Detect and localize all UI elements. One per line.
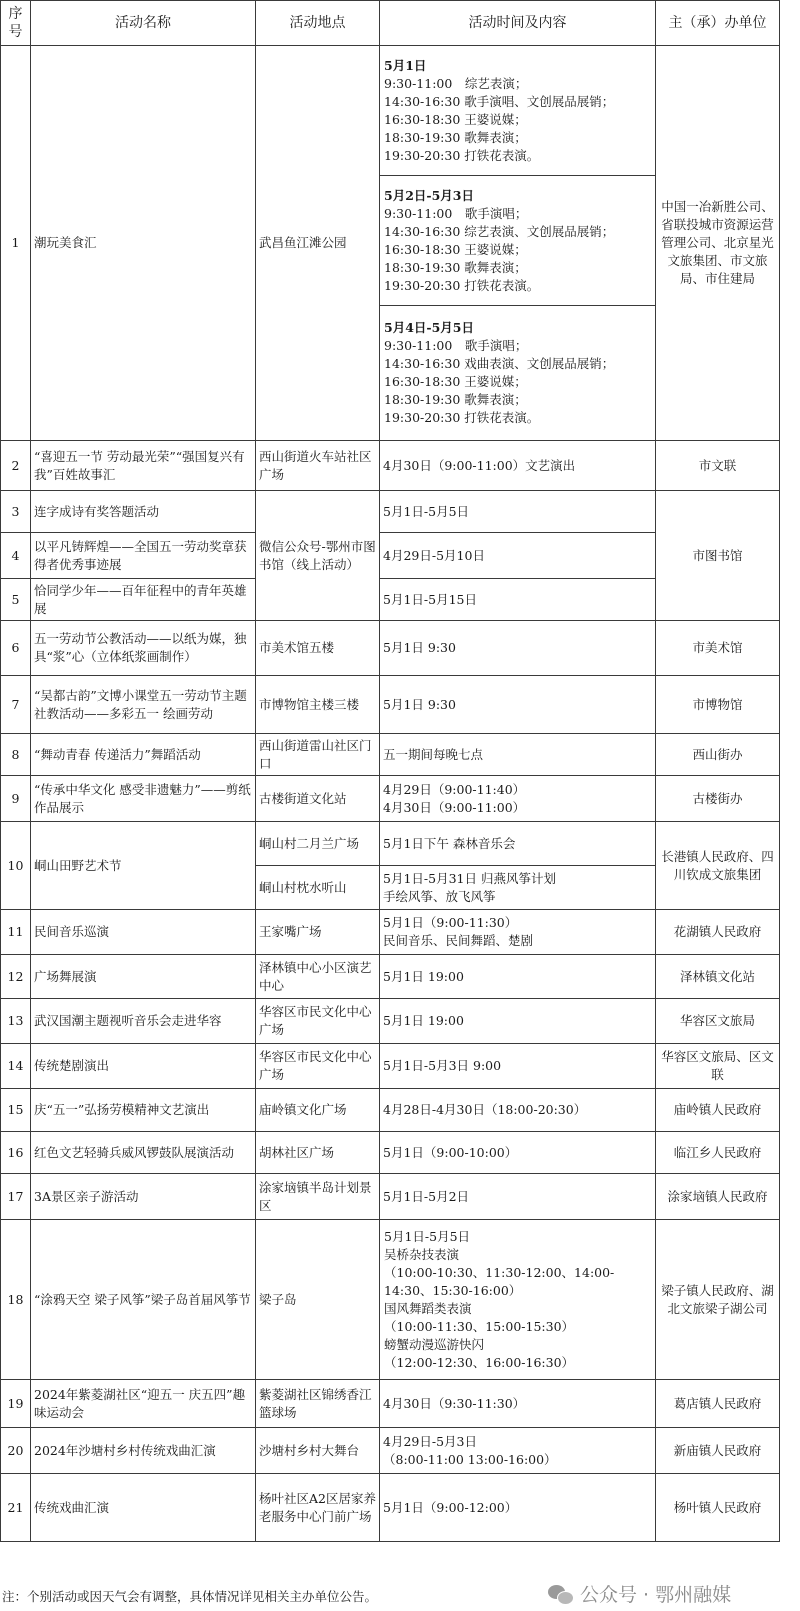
row-seq: 13 <box>1 999 31 1044</box>
time-line: 4月29日（9:00-11:40） <box>383 781 526 797</box>
time-line: 5月1日-5月5日 <box>384 1228 471 1244</box>
row-time: 4月28日-4月30日（18:00-20:30） <box>380 1089 656 1132</box>
table-row <box>1 441 780 491</box>
row-seq: 8 <box>1 734 31 776</box>
time-line: 手绘风筝、放飞风筝 <box>383 888 496 904</box>
row-seq: 9 <box>1 776 31 822</box>
table-row <box>1 1132 780 1174</box>
table-row <box>1 910 780 955</box>
schedule-line: 19:30-20:30 打铁花表演。 <box>384 410 540 425</box>
row-organizer: 市文联 <box>656 441 780 491</box>
row-location: 王家嘴广场 <box>256 910 380 955</box>
row-organizer: 古楼街办 <box>656 776 780 822</box>
row-location: 峒山村二月兰广场 <box>256 822 380 866</box>
row-name: 峒山田野艺术节 <box>31 822 256 910</box>
row-location: 市美术馆五楼 <box>256 621 380 676</box>
row-time: 5月1日 19:00 <box>380 955 656 999</box>
table-row <box>1 621 780 676</box>
row-name: 红色文艺轻骑兵威风锣鼓队展演活动 <box>31 1132 256 1174</box>
row-organizer: 华容区文旅局、区文联 <box>656 1044 780 1089</box>
row-seq: 11 <box>1 910 31 955</box>
footnote: 注：个别活动或因天气会有调整，具体情况详见相关主办单位公告。 <box>2 1589 378 1604</box>
row-seq: 15 <box>1 1089 31 1132</box>
row-time <box>380 910 656 955</box>
schedule-line: 16:30-18:30 王婆说媒； <box>384 241 527 257</box>
row-name: 武汉国潮主题视听音乐会走进华容 <box>31 999 256 1044</box>
row-organizer: 新庙镇人民政府 <box>656 1428 780 1474</box>
schedule-line: 14:30-16:30 歌手演唱、文创展品展销； <box>384 93 615 109</box>
schedule-date: 5月1日 <box>384 57 427 73</box>
time-line: （10:00-11:30、15:00-15:30） <box>384 1318 575 1334</box>
header-name: 活动名称 <box>31 1 256 46</box>
row-seq: 12 <box>1 955 31 999</box>
row-seq: 7 <box>1 676 31 734</box>
row-location: 胡林社区广场 <box>256 1132 380 1174</box>
time-line: 吴桥杂技表演 <box>384 1246 460 1262</box>
row-organizer: 庙岭镇人民政府 <box>656 1089 780 1132</box>
table-row <box>1 676 780 734</box>
schedule-line: 16:30-18:30 王婆说媒； <box>384 111 527 127</box>
row-time <box>380 1428 656 1474</box>
row-time: 5月1日-5月15日 <box>380 579 656 621</box>
row-name: 3A景区亲子游活动 <box>31 1174 256 1220</box>
table-row <box>1 955 780 999</box>
row-organizer: 临江乡人民政府 <box>656 1132 780 1174</box>
row-organizer: 市图书馆 <box>656 491 780 621</box>
row-location: 古楼街道文化站 <box>256 776 380 822</box>
row-name: 恰同学少年——百年征程中的青年英雄展 <box>31 579 256 621</box>
schedule-line: 9:30-11:00 歌手演唱； <box>384 338 528 353</box>
schedule-line: 9:30-11:00 歌手演唱； <box>384 205 528 221</box>
row-organizer: 市博物馆 <box>656 676 780 734</box>
schedule-line: 9:30-11:00 综艺表演； <box>384 75 528 91</box>
row-organizer: 杨叶镇人民政府 <box>656 1474 780 1542</box>
header-seq: 序号 <box>1 1 31 46</box>
time-line: 5月1日（9:00-11:30） <box>383 915 518 930</box>
row-name: “喜迎五一节 劳动最光荣”“强国复兴有我”百姓故事汇 <box>31 441 256 491</box>
table-row <box>1 822 780 866</box>
row-time: 5月1日 9:30 <box>380 621 656 676</box>
row-seq: 6 <box>1 621 31 676</box>
time-line: 4月30日（9:00-11:00） <box>383 799 526 815</box>
row-name: 广场舞展演 <box>31 955 256 999</box>
header-location: 活动地点 <box>256 1 380 46</box>
row-time <box>380 1220 656 1380</box>
row-seq: 18 <box>1 1220 31 1380</box>
row-organizer: 涂家垴镇人民政府 <box>656 1174 780 1220</box>
schedule-line: 14:30-16:30 戏曲表演、文创展品展销； <box>384 356 615 371</box>
row-time: 5月1日（9:00-10:00） <box>380 1132 656 1174</box>
row-name: 潮玩美食汇 <box>31 46 256 441</box>
time-line: 螃蟹动漫巡游快闪 <box>384 1336 485 1352</box>
row-location: 市博物馆主楼三楼 <box>256 676 380 734</box>
row-name: 2024年沙塘村乡村传统戏曲汇演 <box>31 1428 256 1474</box>
time-line: 5月1日-5月31日 归燕风筝计划 <box>383 870 556 886</box>
schedule-line: 19:30-20:30 打铁花表演。 <box>384 277 540 293</box>
row-name: 连字成诗有奖答题活动 <box>31 491 256 533</box>
row-organizer: 市美术馆 <box>656 621 780 676</box>
row-organizer: 西山街办 <box>656 734 780 776</box>
schedule-line: 18:30-19:30 歌舞表演； <box>384 129 527 145</box>
schedule-block <box>380 306 656 441</box>
table-header-row <box>1 1 780 46</box>
row-time: 五一期间每晚七点 <box>380 734 656 776</box>
table-row <box>1 1428 780 1474</box>
table-row <box>1 1380 780 1428</box>
schedule-line: 18:30-19:30 歌舞表演； <box>384 392 527 407</box>
row-location: 西山街道雷山社区门口 <box>256 734 380 776</box>
row-seq: 1 <box>1 46 31 441</box>
time-line: （10:00-10:30、11:30-12:00、14:00- <box>384 1264 615 1280</box>
row-name: 以平凡铸辉煌——全国五一劳动奖章获得者优秀事迹展 <box>31 533 256 579</box>
time-line: 国风舞蹈类表演 <box>384 1300 472 1316</box>
table-row <box>1 1474 780 1542</box>
row-name: “吴都古韵”文博小课堂五一劳动节主题社教活动——多彩五一 绘画劳动 <box>31 676 256 734</box>
row-time: 4月30日（9:00-11:00）文艺演出 <box>380 441 656 491</box>
table-row <box>1 46 780 176</box>
row-location: 紫菱湖社区锦绣香江篮球场 <box>256 1380 380 1428</box>
row-time: 5月1日下午 森林音乐会 <box>380 822 656 866</box>
schedule-line: 16:30-18:30 王婆说媒； <box>384 374 527 389</box>
row-location: 华容区市民文化中心广场 <box>256 1044 380 1089</box>
row-seq: 20 <box>1 1428 31 1474</box>
row-location: 杨叶社区A2区居家养老服务中心门前广场 <box>256 1474 380 1542</box>
table-row <box>1 999 780 1044</box>
schedule-line: 14:30-16:30 综艺表演、文创展品展销； <box>384 223 615 239</box>
time-line: （8:00-11:00 13:00-16:00） <box>383 1451 557 1467</box>
schedule-block <box>380 176 656 306</box>
row-organizer: 华容区文旅局 <box>656 999 780 1044</box>
row-seq: 16 <box>1 1132 31 1174</box>
row-seq: 5 <box>1 579 31 621</box>
watermark <box>548 1580 731 1607</box>
row-time <box>380 866 656 910</box>
row-organizer: 花湖镇人民政府 <box>656 910 780 955</box>
row-location: 峒山村枕水听山 <box>256 866 380 910</box>
row-seq: 19 <box>1 1380 31 1428</box>
row-name: “涂鸦天空 梁子风筝”梁子岛首届风筝节 <box>31 1220 256 1380</box>
schedule-date: 5月2日-5月3日 <box>384 187 474 203</box>
row-location: 泽林镇中心小区演艺中心 <box>256 955 380 999</box>
time-line: 4月29日-5月3日 <box>383 1433 477 1449</box>
row-seq: 3 <box>1 491 31 533</box>
table-row <box>1 776 780 822</box>
row-time: 5月1日-5月3日 9:00 <box>380 1044 656 1089</box>
time-line: 民间音乐、民间舞蹈、楚剧 <box>383 933 534 948</box>
row-seq: 2 <box>1 441 31 491</box>
row-location: 梁子岛 <box>256 1220 380 1380</box>
row-location: 沙塘村乡村大舞台 <box>256 1428 380 1474</box>
row-name: “传承中华文化 感受非遗魅力”——剪纸作品展示 <box>31 776 256 822</box>
row-time <box>380 776 656 822</box>
table-row <box>1 1220 780 1380</box>
table-row <box>1 1044 780 1089</box>
row-time: 4月29日-5月10日 <box>380 533 656 579</box>
table-row <box>1 491 780 533</box>
row-seq: 4 <box>1 533 31 579</box>
row-time: 5月1日-5月5日 <box>380 491 656 533</box>
row-organizer: 梁子镇人民政府、湖北文旅梁子湖公司 <box>656 1220 780 1380</box>
row-location: 华容区市民文化中心广场 <box>256 999 380 1044</box>
row-name: 庆“五一”弘扬劳模精神文艺演出 <box>31 1089 256 1132</box>
table-row <box>1 1174 780 1220</box>
row-location: 武昌鱼江滩公园 <box>256 46 380 441</box>
row-name: “舞动青春 传递活力”舞蹈活动 <box>31 734 256 776</box>
row-time: 4月30日（9:30-11:30） <box>380 1380 656 1428</box>
watermark-text: 公众号 · 鄂州融媒 <box>580 1584 732 1606</box>
schedule-line: 19:30-20:30 打铁花表演。 <box>384 147 540 163</box>
row-time: 5月1日-5月2日 <box>380 1174 656 1220</box>
wechat-icon <box>548 1583 574 1605</box>
row-organizer: 泽林镇文化站 <box>656 955 780 999</box>
schedule-date: 5月4日-5月5日 <box>384 320 474 335</box>
time-line: （12:00-12:30、16:00-16:30） <box>384 1354 575 1370</box>
schedule-line: 18:30-19:30 歌舞表演； <box>384 259 527 275</box>
row-name: 传统楚剧演出 <box>31 1044 256 1089</box>
row-location: 涂家垴镇半岛计划景区 <box>256 1174 380 1220</box>
row-name: 民间音乐巡演 <box>31 910 256 955</box>
row-name: 五一劳动节公教活动——以纸为媒，独具“浆”心（立体纸浆画制作） <box>31 621 256 676</box>
row-seq: 14 <box>1 1044 31 1089</box>
row-time: 5月1日 19:00 <box>380 999 656 1044</box>
header-schedule: 活动时间及内容 <box>380 1 656 46</box>
row-time: 5月1日 9:30 <box>380 676 656 734</box>
row-seq: 21 <box>1 1474 31 1542</box>
row-seq: 17 <box>1 1174 31 1220</box>
table-row <box>1 1089 780 1132</box>
row-organizer: 长港镇人民政府、四川钦成文旅集团 <box>656 822 780 910</box>
time-line: 14:30、15:30-16:00） <box>384 1282 522 1298</box>
row-location: 西山街道火车站社区广场 <box>256 441 380 491</box>
row-organizer: 葛店镇人民政府 <box>656 1380 780 1428</box>
row-location: 庙岭镇文化广场 <box>256 1089 380 1132</box>
row-name: 2024年紫菱湖社区“迎五一 庆五四”趣味运动会 <box>31 1380 256 1428</box>
header-organizer: 主（承）办单位 <box>656 1 780 46</box>
row-location: 微信公众号-鄂州市图书馆（线上活动） <box>256 491 380 621</box>
schedule-block <box>380 46 656 176</box>
table-row <box>1 734 780 776</box>
row-time: 5月1日（9:00-12:00） <box>380 1474 656 1542</box>
row-organizer: 中国一冶新胜公司、省联投城市资源运营管理公司、北京星光文旅集团、市文旅局、市住建局 <box>656 46 780 441</box>
row-seq: 10 <box>1 822 31 910</box>
row-name: 传统戏曲汇演 <box>31 1474 256 1542</box>
